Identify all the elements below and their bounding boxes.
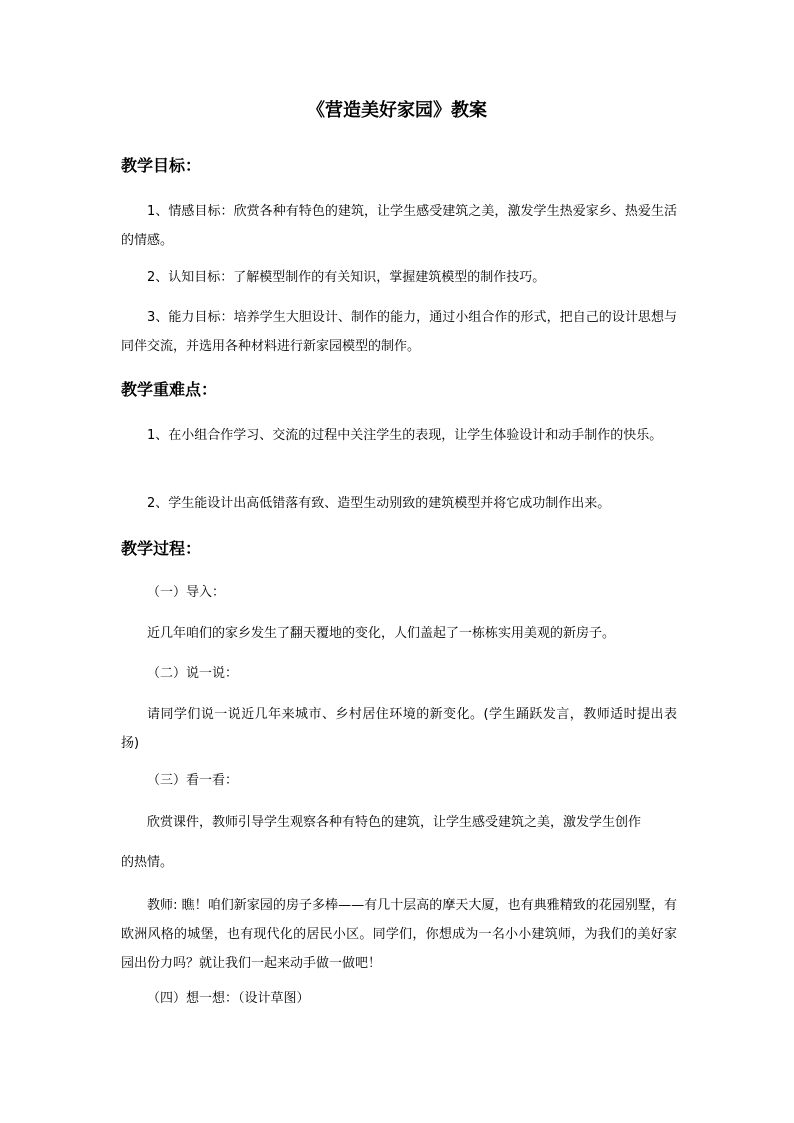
step3-text-line2: 的热情。	[121, 855, 174, 870]
key-points-heading: 教学重难点：	[121, 380, 218, 399]
step1-text: 近几年咱们的家乡发生了翻天覆地的变化，人们盖起了一栋栋实用美观的新房子。	[147, 626, 616, 641]
document-title: 《营造美好家园》教案	[307, 100, 487, 121]
step2-label: （二）说一说：	[147, 666, 239, 681]
step3-text-line1: 欣赏课件，教师引导学生观察各种有特色的建筑，让学生感受建筑之美，激发学生创作	[147, 815, 642, 830]
step2-text: 请同学们说一说近几年来城市、乡村居住环境的新变化。(学生踊跃发言，教师适时提出表扬)	[121, 707, 677, 751]
step3-label: （三）看一看：	[147, 773, 239, 788]
objective-item-2: 2、认知目标：了解模型制作的有关知识，掌握建筑模型的制作技巧。	[147, 270, 546, 285]
key-point-item-1: 1、在小组合作学习、交流的过程中关注学生的表现，让学生体验设计和动手制作的快乐。	[147, 428, 663, 443]
process-heading: 教学过程：	[121, 539, 202, 558]
key-point-item-2: 2、学生能设计出高低错落有致、造型生动别致的建筑模型并将它成功制作出来。	[147, 496, 611, 511]
step4-label: （四）想一想：（设计草图）	[147, 991, 310, 1006]
objectives-heading: 教学目标：	[121, 156, 202, 175]
teacher-text: 教师: 瞧！咱们新家园的房子多棒——有几十层高的摩天大厦，也有典雅精致的花园别墅，有欧洲风格的城堡，也有现代化的居民小区。同学们，你想成为一名小小建筑师，为我们的美好家园出份力吗？就让我们一起来动手做一做吧！	[121, 898, 677, 971]
step1-label: （一）导入：	[147, 585, 226, 600]
objective-item-1: 1、情感目标：欣赏各种有特色的建筑，让学生感受建筑之美，激发学生热爱家乡、热爱生活的情感。	[121, 204, 677, 248]
objective-item-3: 3、能力目标：培养学生大胆设计、制作的能力，通过小组合作的形式，把自己的设计思想与同伴交流，并选用各种材料进行新家园模型的制作。	[121, 310, 677, 354]
